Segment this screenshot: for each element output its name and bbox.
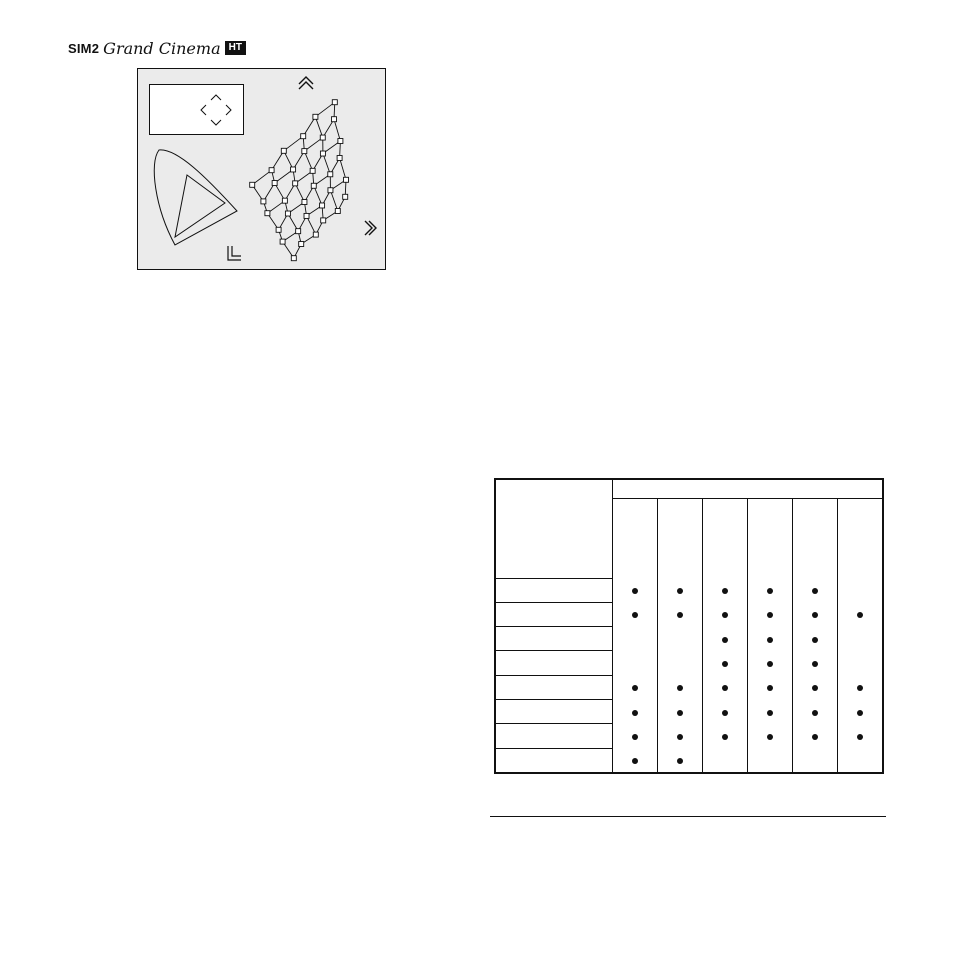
four-way-chevron-icon — [150, 85, 244, 135]
dot-icon — [677, 734, 683, 740]
dot-icon — [767, 685, 773, 691]
grid-node — [320, 135, 325, 140]
table-row — [495, 675, 883, 699]
table-cell — [703, 651, 748, 675]
table-cell — [613, 627, 658, 651]
table-cell — [838, 602, 883, 626]
grid-node — [302, 149, 307, 154]
dot-icon — [632, 685, 638, 691]
grid-node — [276, 227, 281, 232]
grid-node — [272, 181, 277, 186]
table-cell — [748, 578, 793, 602]
grid-node — [321, 218, 326, 223]
table-cell — [703, 699, 748, 723]
grid-node — [302, 200, 307, 205]
dot-icon — [722, 734, 728, 740]
table-cell — [613, 602, 658, 626]
table-cell — [658, 748, 703, 773]
grid-node — [261, 199, 266, 204]
dot-icon — [767, 661, 773, 667]
table-row — [495, 724, 883, 748]
table-row-label — [495, 699, 613, 723]
dot-icon — [632, 588, 638, 594]
table-cell — [793, 724, 838, 748]
grid-node — [332, 117, 337, 122]
table-cell — [748, 675, 793, 699]
dot-icon — [857, 685, 863, 691]
table-row — [495, 748, 883, 773]
table-cell — [793, 675, 838, 699]
dot-icon — [722, 588, 728, 594]
dot-icon — [857, 734, 863, 740]
osd-illustration — [137, 68, 386, 270]
table-cell — [703, 748, 748, 773]
table-cell — [658, 675, 703, 699]
grid-node — [337, 156, 342, 161]
table-row — [495, 627, 883, 651]
brand-logo — [68, 38, 246, 58]
grid-node — [310, 168, 315, 173]
table-cell — [838, 675, 883, 699]
table-cell — [703, 627, 748, 651]
table-row-label — [495, 602, 613, 626]
grid-node — [328, 188, 333, 193]
table-cell — [838, 699, 883, 723]
grid-node — [269, 168, 274, 173]
dot-icon — [722, 637, 728, 643]
compatibility-table-grid — [494, 478, 884, 774]
dot-icon — [632, 710, 638, 716]
grid-node — [311, 183, 316, 188]
table-cell — [793, 748, 838, 773]
grid-node — [335, 209, 340, 214]
grid-node — [343, 194, 348, 199]
dot-icon — [812, 588, 818, 594]
grid-node — [301, 134, 306, 139]
table-cell — [613, 699, 658, 723]
dot-icon — [767, 734, 773, 740]
dot-icon — [677, 710, 683, 716]
dot-icon — [722, 685, 728, 691]
table-cell — [748, 724, 793, 748]
table-column-header — [793, 499, 838, 579]
table-column-header — [838, 499, 883, 579]
dot-icon — [632, 734, 638, 740]
table-cell — [793, 699, 838, 723]
table-cell — [748, 602, 793, 626]
table-row-label — [495, 748, 613, 773]
grid-node — [281, 148, 286, 153]
table-cell — [658, 578, 703, 602]
logo-product-text: Grand Cinema — [103, 38, 221, 58]
table-cell — [613, 578, 658, 602]
grid-node — [313, 114, 318, 119]
table-cell — [748, 699, 793, 723]
table-cell — [748, 651, 793, 675]
table-cell — [703, 724, 748, 748]
dot-icon — [677, 612, 683, 618]
dot-icon — [632, 612, 638, 618]
table-cell — [793, 578, 838, 602]
dot-icon — [767, 612, 773, 618]
dot-icon — [767, 710, 773, 716]
dot-icon — [677, 758, 683, 764]
grid-node — [320, 203, 325, 208]
grid-node — [320, 151, 325, 156]
table-cell — [613, 675, 658, 699]
grid-node — [265, 211, 270, 216]
table-cell — [613, 748, 658, 773]
grid-node — [299, 242, 304, 247]
table-cell — [658, 602, 703, 626]
table-cell — [748, 627, 793, 651]
table-cell — [703, 602, 748, 626]
table-row-label — [495, 724, 613, 748]
grid-node — [332, 100, 337, 105]
table-cell — [748, 748, 793, 773]
dot-icon — [812, 612, 818, 618]
dot-icon — [767, 637, 773, 643]
table-cell — [703, 675, 748, 699]
table-row-label — [495, 651, 613, 675]
grid-node — [285, 211, 290, 216]
table-row — [495, 699, 883, 723]
table-cell — [658, 651, 703, 675]
dot-icon — [722, 661, 728, 667]
grid-node — [293, 181, 298, 186]
table-column-header — [703, 499, 748, 579]
table-row — [495, 602, 883, 626]
dot-icon — [812, 685, 818, 691]
table-cell — [793, 602, 838, 626]
dot-icon — [722, 710, 728, 716]
grid-node — [291, 167, 296, 172]
dot-icon — [857, 710, 863, 716]
grid-node — [280, 239, 285, 244]
table-column-header — [613, 499, 658, 579]
grid-node — [282, 198, 287, 203]
table-column-header — [658, 499, 703, 579]
dot-icon — [677, 588, 683, 594]
table-cell — [838, 627, 883, 651]
table-corner-header — [495, 479, 613, 578]
dot-icon — [632, 758, 638, 764]
table-row — [495, 578, 883, 602]
dot-icon — [812, 710, 818, 716]
table-cell — [658, 724, 703, 748]
table-cell — [838, 578, 883, 602]
table-cell — [838, 651, 883, 675]
table-cell — [793, 651, 838, 675]
logo-brand-text: SIM2 — [68, 40, 100, 56]
table-cell — [613, 651, 658, 675]
grid-node — [296, 229, 301, 234]
table-cell — [703, 578, 748, 602]
dot-icon — [722, 612, 728, 618]
compatibility-table — [494, 478, 884, 774]
footer-rule — [490, 816, 886, 817]
logo-badge: HT — [225, 41, 246, 55]
grid-node — [304, 213, 309, 218]
table-cell — [793, 627, 838, 651]
grid-node — [344, 177, 349, 182]
grid-node — [291, 256, 296, 261]
table-group-header — [613, 479, 884, 499]
table-row-label — [495, 578, 613, 602]
table-row-label — [495, 627, 613, 651]
table-cell — [838, 748, 883, 773]
dot-icon — [677, 685, 683, 691]
dot-icon — [857, 612, 863, 618]
dot-icon — [812, 734, 818, 740]
table-cell — [838, 724, 883, 748]
table-cell — [658, 699, 703, 723]
grid-node — [250, 182, 255, 187]
dot-icon — [812, 661, 818, 667]
table-row-label — [495, 675, 613, 699]
grid-node — [328, 172, 333, 177]
dot-icon — [812, 637, 818, 643]
table-cell — [658, 627, 703, 651]
table-cell — [613, 724, 658, 748]
table-row — [495, 651, 883, 675]
osd-illustration-svg — [137, 68, 386, 270]
dot-icon — [767, 588, 773, 594]
grid-node — [313, 232, 318, 237]
grid-node — [338, 139, 343, 144]
table-column-header — [748, 499, 793, 579]
